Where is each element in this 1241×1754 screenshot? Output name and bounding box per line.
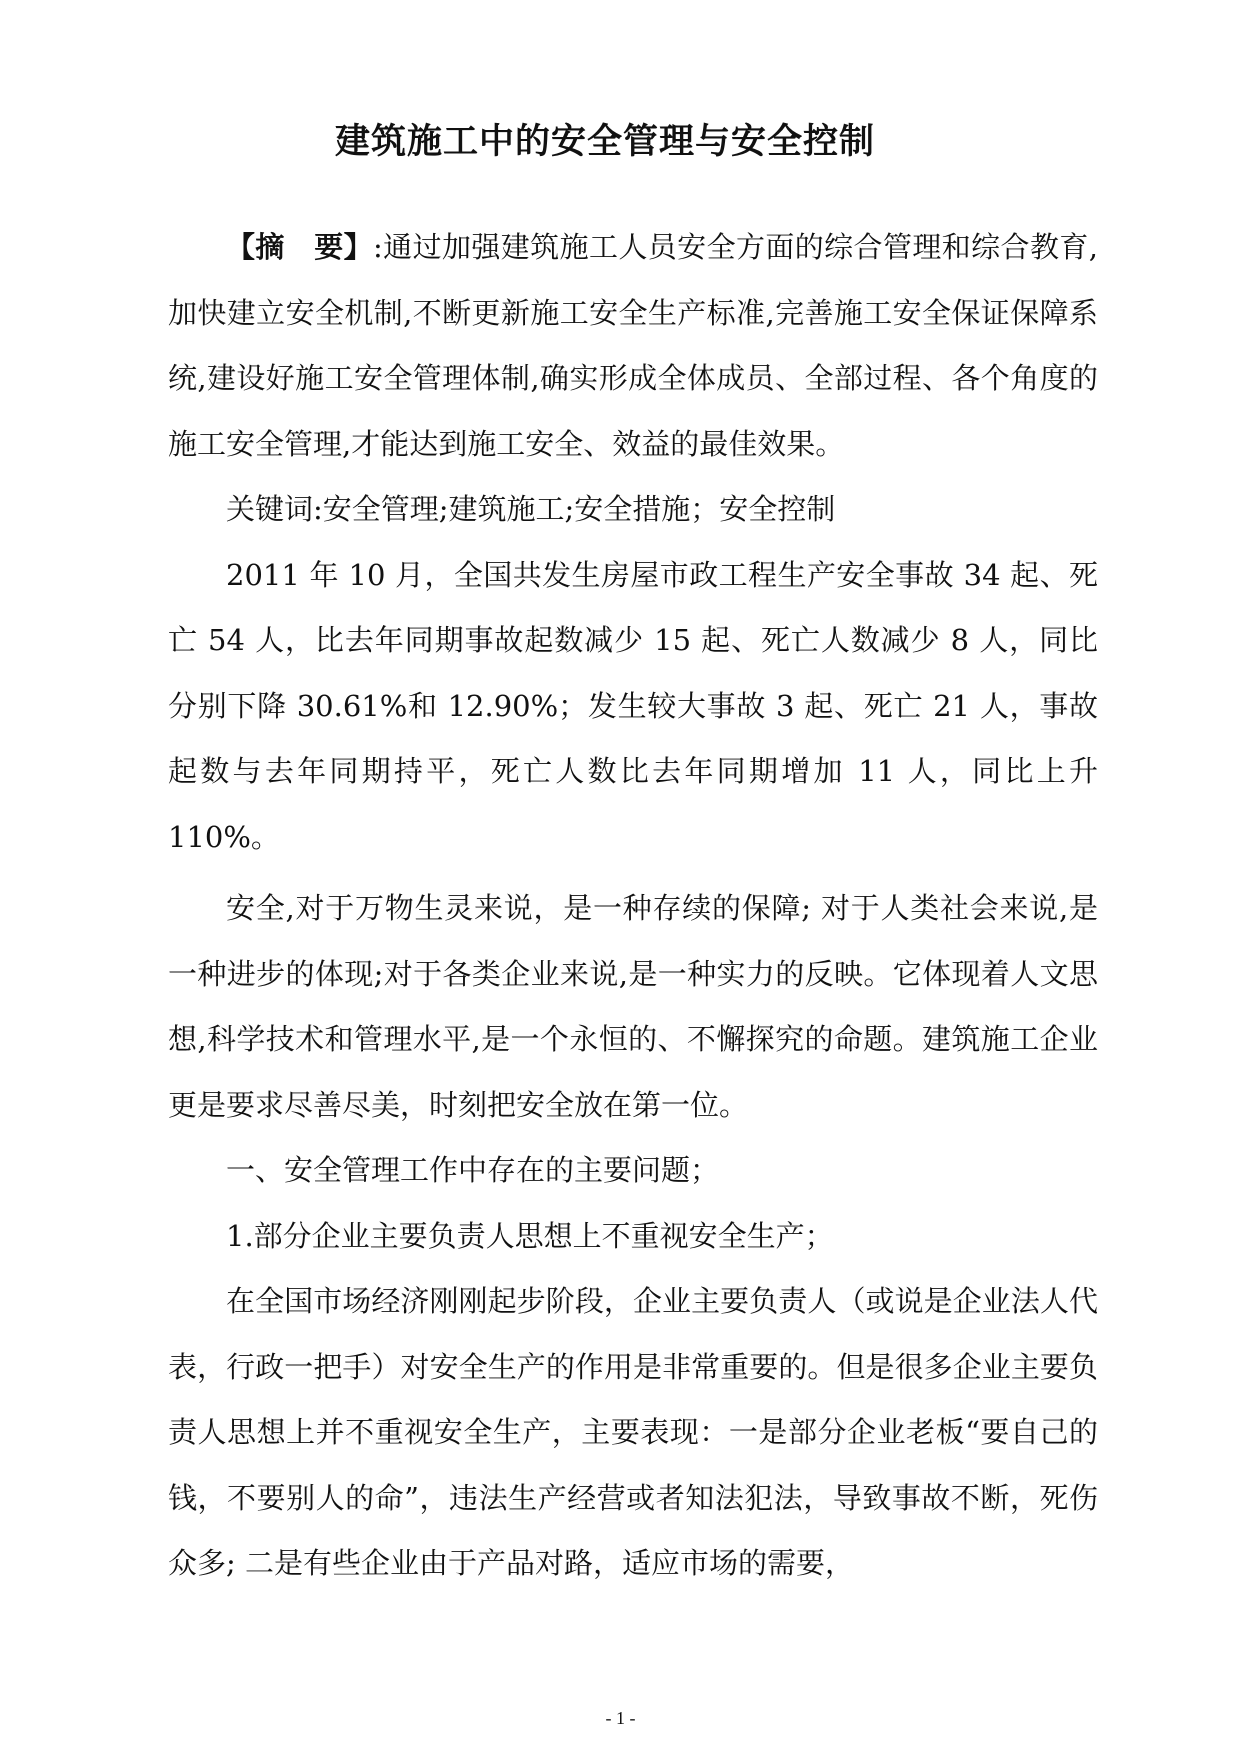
- problem-paragraph: 在全国市场经济刚刚起步阶段，企业主要负责人（或说是企业法人代表，行政一把手）对安全生产的作用是非常重要的。但是很多企业主要负责人思想上并不重视安全生产，主要表现：一是部分企业老板“要自己的钱，不要别人的命”，违法生产经营或者知法犯法，导致事故不断，死伤众多; 二是有些企业由于产品对路，适应市场的需要，: [168, 1284, 1098, 1580]
- abstract-label: 【摘 要】: [226, 230, 373, 264]
- document-title: 建筑施工中的安全管理与安全控制: [334, 121, 875, 162]
- document-body: [168, 215, 1098, 1597]
- keywords-line: 关键词:安全管理;建筑施工;安全措施；安全控制: [226, 492, 836, 526]
- safety-paragraph: 安全,对于万物生灵来说，是一种存续的保障; 对于人类社会来说,是一种进步的体现;对于各类企业来说,是一种实力的反映。它体现着人文思想,科学技术和管理水平,是一个永恒的、不懈探究的命题。建筑施工企业更是要求尽善尽美，时刻把安全放在第一位。: [168, 891, 1098, 1122]
- page-number: - 1 -: [605, 1708, 636, 1728]
- section-heading: 一、安全管理工作中存在的主要问题；: [226, 1153, 720, 1187]
- statistics-paragraph: 2011 年 10 月，全国共发生房屋市政工程生产安全事故 34 起、死亡 54 人，比去年同期事故起数减少 15 起、死亡人数减少 8 人，同比分别下降 30.61%和 12.90%；发生较大事故 3 起、死亡 21 人，事故起数与去年同期持平，死亡人数比去年同期增加 11 人，同比上升110%。: [168, 557, 1098, 854]
- abstract-paragraph: [168, 215, 1098, 477]
- abstract-text: :通过加强建筑施工人员安全方面的综合管理和综合教育,加快建立安全机制,不断更新施工安全生产标准,完善施工安全保证保障系统,建设好施工安全管理体制,确实形成全体成员、全部过程、各个角度的施工安全管理,才能达到施工安全、效益的最佳效果。: [168, 230, 1098, 461]
- subsection-heading: 1.部分企业主要负责人思想上不重视安全生产；: [226, 1218, 834, 1253]
